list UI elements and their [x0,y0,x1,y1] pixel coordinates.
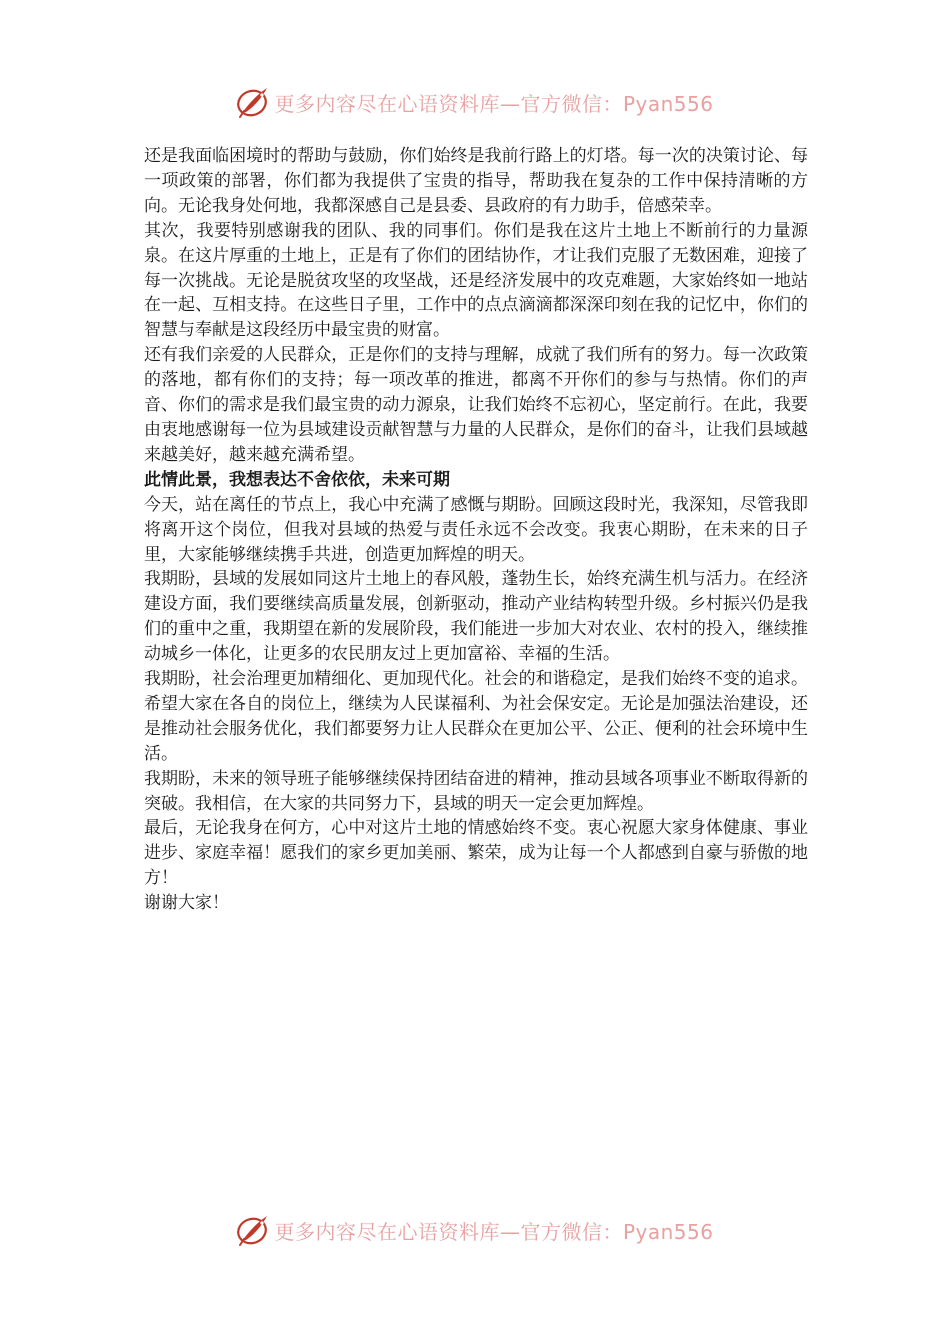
paragraph: 还是我面临困境时的帮助与鼓励，你们始终是我前行路上的灯塔。每一次的决策讨论、每一项政策的部署，你们都为我提供了宝贵的指导，帮助我在复杂的工作中保持清晰的方向。无论我身处何地，我都深感自己是县委、县政府的有力助手，倍感荣幸。 [144,146,808,216]
paragraph: 我期盼，社会治理更加精细化、更加现代化。社会的和谐稳定，是我们始终不变的追求。希望大家在各自的岗位上，继续为人民谋福利、为社会保安定。无论是加强法治建设，还是推动社会服务优化，我们都要努力让人民群众在更加公平、公正、便利的社会环境中生活。 [144,669,808,764]
quill-logo-icon [236,1213,270,1247]
paragraph: 其次，我要特别感谢我的团队、我的同事们。你们是我在这片土地上不断前行的力量源泉。在这片厚重的土地上，正是有了你们的团结协作，才让我们克服了无数困难，迎接了每一次挑战。无论是脱贫攻坚的攻坚战，还是经济发展中的攻克难题，大家始终如一地站在一起、互相支持。在这些日子里，工作中的点点滴滴都深深印刻在我的记忆中，你们的智慧与奉献是这段经历中最宝贵的财富。 [144,220,808,341]
closing-line: 谢谢大家！ [144,893,229,914]
paragraph: 我期盼，县域的发展如同这片土地上的春风般，蓬勃生长，始终充满生机与活力。在经济建设方面，我们要继续高质量发展，创新驱动，推动产业结构转型升级。乡村振兴仍是我们的重中之重，我期望在新的发展阶段，我们能进一步加大对农业、农村的投入，继续推动城乡一体化，让更多的农民朋友过上更加富裕、幸福的生活。 [144,569,808,665]
paragraph: 最后，无论我身在何方，心中对这片土地的情感始终不变。衷心祝愿大家身体健康、事业进步、家庭幸福！愿我们的家乡更加美丽、繁荣，成为让每一个人都感到自豪与骄傲的地方！ [144,818,808,889]
paragraph: 我期盼，未来的领导班子能够继续保持团结奋进的精神，推动县域各项事业不断取得新的突破。我相信，在大家的共同努力下，县域的明天一定会更加辉煌。 [144,768,808,814]
document-body [144,144,808,916]
watermark-text: 更多内容尽在心语资料库—官方微信：Pyan556 [274,91,714,116]
section-heading: 此情此景，我想表达不舍依依，未来可期 [144,469,450,490]
footer-watermark [0,1210,950,1250]
watermark-text: 更多内容尽在心语资料库—官方微信：Pyan556 [274,1219,714,1244]
quill-logo-icon [236,85,270,119]
paragraph: 今天，站在离任的节点上，我心中充满了感慨与期盼。回顾这段时光，我深知，尽管我即将离开这个岗位，但我对县域的热爱与责任永远不会改变。我衷心期盼，在未来的日子里，大家能够继续携手共进，创造更加辉煌的明天。 [144,494,808,565]
header-watermark [0,82,950,122]
paragraph: 还有我们亲爱的人民群众，正是你们的支持与理解，成就了我们所有的努力。每一次政策的落地，都有你们的支持；每一项改革的推进，都离不开你们的参与与热情。你们的声音、你们的需求是我们最宝贵的动力源泉，让我们始终不忘初心，坚定前行。在此，我要由衷地感谢每一位为县域建设贡献智慧与力量的人民群众，是你们的奋斗，让我们县域越来越美好，越来越充满希望。 [144,345,808,465]
